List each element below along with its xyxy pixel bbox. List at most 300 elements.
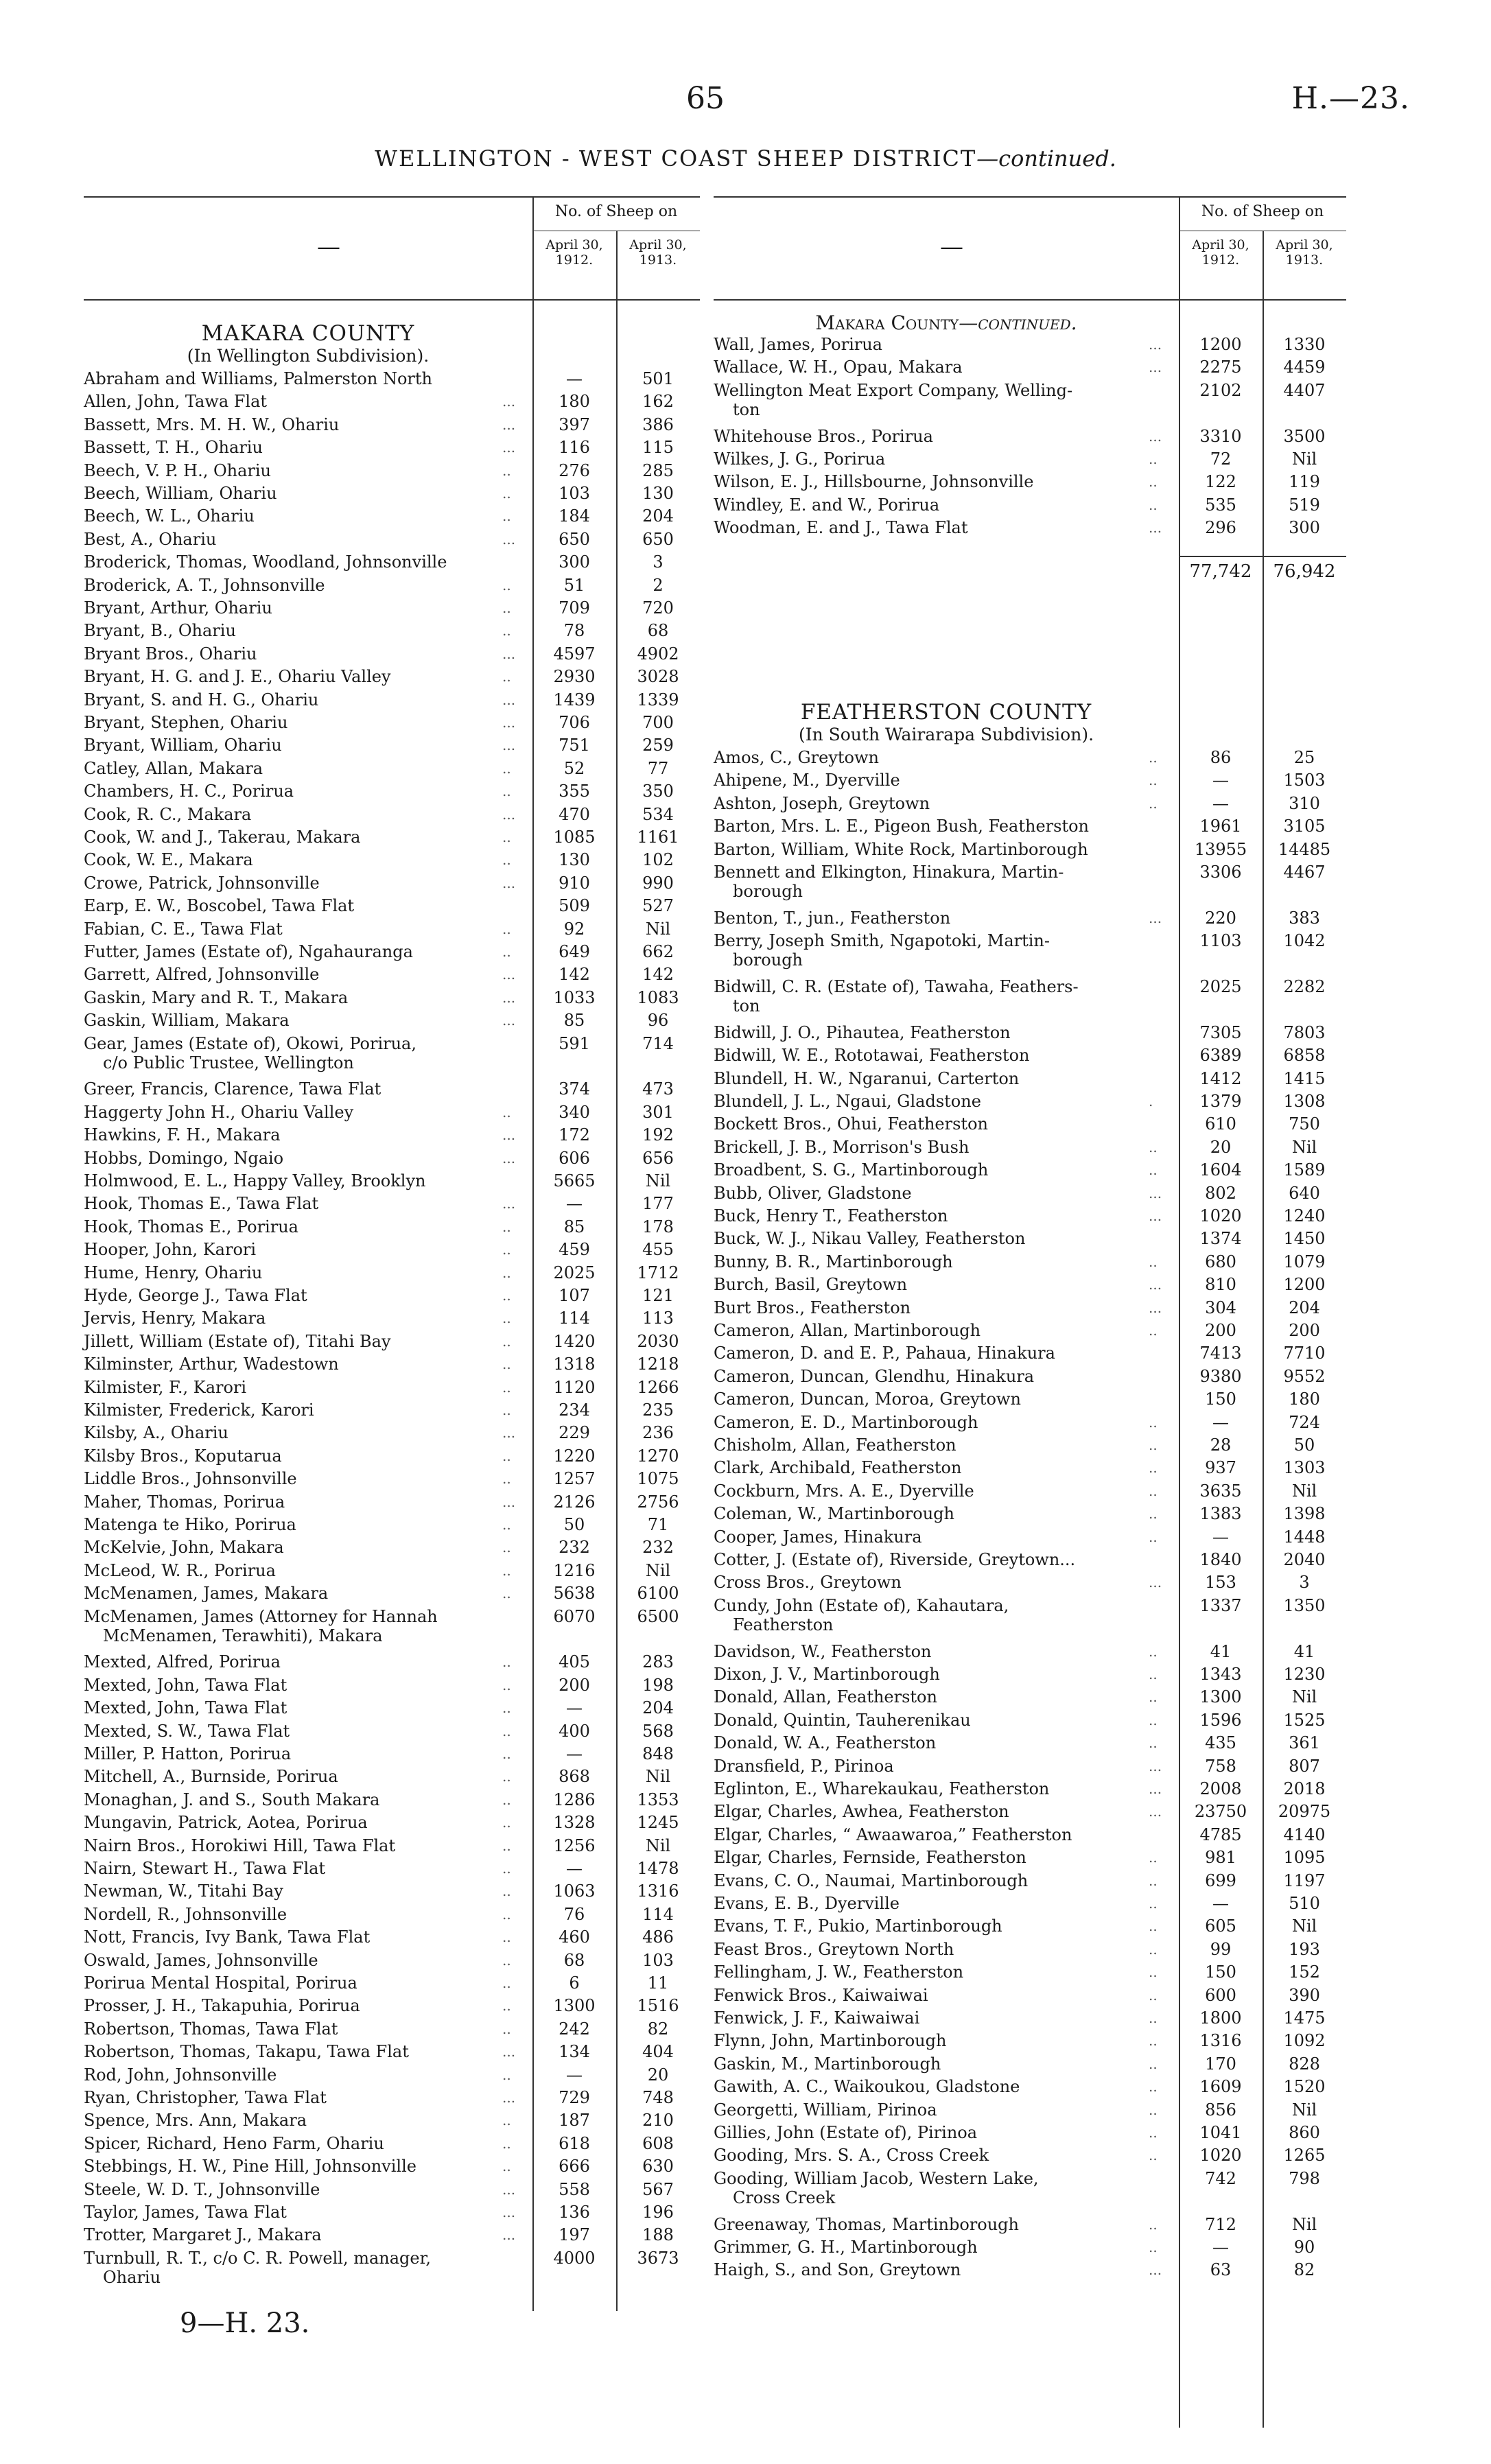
owner-name: Evans, T. F., Pukio, Martinborough (714, 1916, 1002, 1936)
col-1912-header: April 30, 1912. (1192, 237, 1249, 268)
sheep-1913: 630 (642, 2157, 674, 2176)
sheep-1913: 102 (642, 850, 674, 870)
table-row (714, 427, 1345, 450)
owner-name: Monaghan, J. and S., South Makara (84, 1790, 380, 1809)
sheep-1912: 103 (559, 484, 590, 503)
owner-name: Greenaway, Thomas, Martinborough (714, 2214, 1019, 2234)
table-row (84, 1149, 698, 1172)
leader-dots: .. (502, 2066, 511, 2083)
sheep-1912: 650 (559, 529, 590, 549)
leader-dots: .. (1149, 2101, 1158, 2118)
sheep-1913: 404 (642, 2042, 674, 2062)
table-row (84, 2111, 698, 2134)
makara-total-1912: 77,742 (1189, 561, 1252, 582)
sheep-1912: 742 (1205, 2168, 1236, 2188)
owner-name: Miller, P. Hatton, Porirua (84, 1744, 292, 1763)
sheep-1912: 2126 (553, 1492, 596, 1512)
leader-dots: . (1149, 1093, 1153, 1110)
sheep-1913: 3028 (637, 667, 679, 687)
sheep-1912: 470 (559, 804, 590, 824)
leader-dots: .. (502, 783, 511, 800)
leader-dots: ... (502, 2181, 516, 2198)
sheep-1913: 301 (642, 1102, 674, 1122)
owner-name: Gear, James (Estate of), Okowi, Porirua, (84, 1033, 416, 1053)
table-row (84, 2248, 698, 2287)
sheep-1912: 1257 (553, 1469, 596, 1489)
leader-dots: .. (502, 2020, 511, 2037)
sheep-1913: 2282 (1283, 977, 1326, 996)
owner-name: Dixon, J. V., Martinborough (714, 1665, 940, 1684)
table-row (84, 782, 698, 805)
owner-name: Evans, E. B., Dyerville (714, 1894, 900, 1913)
sheep-1912: 1439 (553, 690, 596, 709)
leader-dots: .. (502, 1264, 511, 1281)
table-row (714, 1252, 1345, 1276)
sheep-1912: 606 (559, 1148, 590, 1168)
leader-dots: ... (502, 874, 516, 891)
sheep-1913: 2 (653, 575, 664, 595)
sheep-1912: 304 (1205, 1298, 1236, 1317)
owner-name: Benton, T., jun., Featherston (714, 908, 951, 928)
sheep-1913: Nil (1291, 1137, 1317, 1157)
sheep-1912: 1120 (553, 1377, 596, 1397)
leader-dots: .. (1149, 1666, 1158, 1682)
table-row (714, 1940, 1345, 1963)
sheep-1912: 1596 (1199, 1710, 1242, 1730)
sheep-1912: 153 (1205, 1573, 1236, 1593)
table-row (714, 908, 1345, 932)
page-title-main: WELLINGTON - WEST COAST SHEEP DISTRICT (375, 145, 977, 172)
owner-name: Barton, Mrs. L. E., Pigeon Bush, Featherston (714, 817, 1089, 836)
table-row (84, 896, 698, 919)
owner-name-continued: Featherston (733, 1615, 834, 1634)
sheep-1913: 2030 (637, 1331, 679, 1351)
table-row (714, 1779, 1345, 1803)
sheep-1913: 204 (642, 1698, 674, 1718)
sheep-1913: 798 (1289, 2168, 1320, 2188)
leader-dots: .. (502, 668, 511, 685)
sheep-1913: 178 (642, 1217, 674, 1236)
sheep-1913: 3 (1299, 1573, 1310, 1593)
owner-name: Maher, Thomas, Porirua (84, 1492, 285, 1512)
sheep-1913: 1398 (1283, 1504, 1326, 1524)
sheep-1913: 750 (1289, 1114, 1320, 1134)
owner-name: Cameron, Allan, Martinborough (714, 1321, 981, 1340)
table-row (714, 472, 1345, 495)
sheep-1912: 72 (1210, 449, 1232, 469)
owner-name: Nott, Francis, Ivy Bank, Tawa Flat (84, 1927, 371, 1947)
table-row (714, 1711, 1345, 1734)
sheep-1912: 1318 (553, 1354, 596, 1374)
sheep-1912: 712 (1205, 2214, 1236, 2234)
sheep-1912: 1256 (553, 1835, 596, 1855)
owner-name: Bennett and Elkington, Hinakura, Martin- (714, 863, 1064, 882)
sheep-1913: Nil (1291, 1481, 1317, 1501)
sheep-1913: 41 (1293, 1641, 1315, 1661)
sheep-1913: 1245 (637, 1813, 679, 1833)
table-row (84, 621, 698, 644)
page-title (0, 145, 1491, 172)
leader-dots: .. (502, 1768, 511, 1785)
table-row (714, 1184, 1345, 1207)
sheep-1912: 5638 (553, 1584, 596, 1604)
sheep-1912: 1300 (1199, 1687, 1242, 1707)
section-title-makara-continued (714, 312, 1179, 334)
table-row (714, 2168, 1345, 2207)
leader-dots: ... (1149, 909, 1162, 926)
owner-name: Bryant, B., Ohariu (84, 621, 236, 641)
table-row (84, 1606, 698, 1645)
leader-dots: .. (1149, 1253, 1158, 1270)
owner-name: Futter, James (Estate of), Ngahauranga (84, 942, 413, 961)
owner-name: Rod, John, Johnsonville (84, 2065, 277, 2085)
owner-name: Porirua Mental Hospital, Porirua (84, 1973, 357, 1993)
owner-name: Blundell, J. L., Ngaui, Gladstone (714, 1092, 981, 1111)
sheep-1912: 459 (559, 1240, 590, 1260)
owner-name: Cross Bros., Greytown (714, 1573, 902, 1593)
sheep-1913: 1478 (637, 1859, 679, 1878)
table-row (84, 1125, 698, 1149)
sheep-1912: 729 (559, 2088, 590, 2107)
table-row (84, 1378, 698, 1401)
leader-dots: ... (502, 1127, 516, 1144)
sheep-1912: 856 (1205, 2100, 1236, 2120)
owner-name: Bidwill, J. O., Pihautea, Featherston (714, 1022, 1011, 1042)
sheep-1913: 6100 (637, 1584, 679, 1604)
leader-dots: .. (1149, 772, 1158, 789)
sheep-1912: 1041 (1199, 2123, 1242, 2142)
table-row (84, 1790, 698, 1814)
sheep-1913: Nil (1291, 2100, 1317, 2120)
leader-dots: .. (1149, 1735, 1158, 1752)
sheep-1913: Nil (645, 1767, 671, 1787)
owner-name: McKelvie, John, Makara (84, 1538, 284, 1558)
owner-name: Nairn, Stewart H., Tawa Flat (84, 1859, 326, 1878)
section-title-featherston: FEATHERSTON COUNTY (800, 700, 1092, 725)
leader-dots: .. (1149, 2147, 1158, 2164)
sheep-1912: 400 (559, 1721, 590, 1741)
sheep-1913: 11 (647, 1973, 669, 1993)
sheep-1913: 700 (642, 713, 674, 732)
owner-name: McMenamen, James (Attorney for Hannah (84, 1606, 438, 1626)
sheep-1912: 2102 (1199, 380, 1242, 400)
sheep-1913: 2756 (637, 1492, 679, 1512)
sheep-1912: 618 (559, 2133, 590, 2153)
owner-name: Nordell, R., Johnsonville (84, 1904, 287, 1924)
sheep-1913: 1520 (1283, 2077, 1326, 2097)
sheep-1912: 6389 (1199, 1046, 1242, 1066)
table-row (714, 748, 1345, 771)
table-row (714, 1504, 1345, 1527)
table-row (84, 1240, 698, 1263)
leader-dots: .. (1149, 2078, 1158, 2096)
owner-name: Bryant, Arthur, Ohariu (84, 598, 272, 618)
sheep-1912: 1286 (553, 1790, 596, 1809)
sheep-1913: 162 (642, 392, 674, 412)
table-row (714, 1138, 1345, 1161)
table-row (84, 919, 698, 943)
makara-cont-title: Makara County (815, 312, 959, 334)
sheep-1913: 1330 (1283, 335, 1326, 354)
owner-name: Eglinton, E., Wharekaukau, Featherston (714, 1779, 1050, 1798)
sheep-1913: 310 (1289, 793, 1320, 813)
table-row (84, 1194, 698, 1217)
sheep-1913: 2018 (1283, 1779, 1326, 1798)
owner-name: Cook, R. C., Makara (84, 804, 252, 824)
owner-name: Bassett, Mrs. M. H. W., Ohariu (84, 414, 340, 434)
owner-name: Amos, C., Greytown (714, 748, 880, 767)
leader-dots: ... (502, 2043, 516, 2061)
sheep-1912: 680 (1205, 1252, 1236, 1271)
owner-name: Hawkins, F. H., Makara (84, 1125, 281, 1145)
leader-dots: .. (502, 943, 511, 960)
sheep-1912: 28 (1210, 1435, 1232, 1455)
document-reference: H.—23. (1291, 81, 1410, 116)
owner-name: Cockburn, Mrs. A. E., Dyerville (714, 1481, 974, 1501)
table-row (714, 1160, 1345, 1184)
sheep-1913: 142 (642, 965, 674, 985)
owner-name: Catley, Allan, Makara (84, 758, 263, 778)
sheep-1912: 9380 (1199, 1366, 1242, 1386)
sheep-1912: 1961 (1199, 817, 1242, 836)
leader-dots: ... (1149, 2262, 1162, 2279)
sheep-1912: 509 (559, 896, 590, 916)
leader-dots: ... (502, 645, 516, 662)
leader-dots: ... (1149, 359, 1162, 376)
sheep-1913: 6500 (637, 1606, 679, 1626)
right-table (714, 196, 1346, 2428)
table-row (714, 863, 1345, 901)
sheep-1912: 666 (559, 2157, 590, 2176)
table-row (84, 1927, 698, 1951)
leader-dots: .. (502, 2158, 511, 2175)
owner-name: Kilsby, A., Ohariu (84, 1423, 228, 1443)
sheep-1913: 1197 (1283, 1870, 1326, 1890)
owner-name: Bidwill, C. R. (Estate of), Tawaha, Feathers- (714, 977, 1079, 996)
owner-name: Elgar, Charles, Awhea, Featherston (714, 1802, 1009, 1822)
owner-name: Kilminster, Arthur, Wadestown (84, 1354, 339, 1374)
table-row (714, 518, 1345, 541)
table-row (714, 977, 1345, 1016)
table-row (84, 1722, 698, 1745)
leader-dots: .. (502, 1700, 511, 1717)
owner-name: Georgetti, William, Pirinoa (714, 2100, 937, 2120)
table-row (84, 1286, 698, 1309)
sheep-1913: 235 (642, 1400, 674, 1420)
owner-name: Wilson, E. J., Hillsbourne, Johnsonville (714, 472, 1034, 492)
sheep-1913: 196 (642, 2203, 674, 2222)
leader-dots: ... (1149, 1299, 1162, 1316)
sheep-1912: 116 (559, 438, 590, 458)
sheep-1913: 1218 (637, 1354, 679, 1374)
table-row (84, 1698, 698, 1722)
table-row (714, 1687, 1345, 1711)
owner-name: Allen, John, Tawa Flat (84, 392, 268, 412)
sheep-1912: 68 (563, 1950, 585, 1970)
table-row (84, 1973, 698, 1997)
owner-name: Barton, William, White Rock, Martinborough (714, 839, 1088, 859)
table-row (714, 449, 1345, 473)
leader-dots: .. (502, 1814, 511, 1831)
leader-dots: ... (502, 1493, 516, 1510)
sheep-1913: 3500 (1283, 426, 1326, 446)
owner-name: Chisholm, Allan, Featherston (714, 1435, 956, 1455)
sheep-1912: 200 (559, 1675, 590, 1695)
owner-name: Garrett, Alfred, Johnsonville (84, 965, 320, 985)
leader-dots: .. (1149, 1940, 1158, 1958)
table-row (84, 1744, 698, 1768)
sheep-1913: Nil (645, 1835, 671, 1855)
sheep-1912: — (566, 1698, 583, 1718)
sheep-1912: 51 (563, 575, 585, 595)
sheep-1912: 558 (559, 2179, 590, 2199)
table-row (714, 1573, 1345, 1596)
owner-name: Spicer, Richard, Heno Farm, Ohariu (84, 2133, 384, 2153)
sheep-1913: 193 (1289, 1939, 1320, 1959)
sheep-1912: — (566, 1744, 583, 1763)
leader-dots: .. (502, 1951, 511, 1969)
table-row (84, 392, 698, 415)
sheep-1912: 85 (563, 1011, 585, 1031)
sheep-1913: 1083 (637, 987, 679, 1007)
table-row (84, 1332, 698, 1355)
sheep-1912: 107 (559, 1286, 590, 1305)
sheep-1913: 748 (642, 2088, 674, 2107)
sheep-1912: 234 (559, 1400, 590, 1420)
owner-name: Ashton, Joseph, Greytown (714, 793, 930, 813)
table-row (714, 2146, 1345, 2169)
owner-name: Newman, W., Titahi Bay (84, 1881, 283, 1901)
owner-name: Kilmister, Frederick, Karori (84, 1400, 314, 1420)
leader-dots: ... (502, 2204, 516, 2220)
owner-name: Clark, Archibald, Featherston (714, 1458, 962, 1478)
table-row (84, 506, 698, 530)
leader-dots: .. (1149, 1459, 1158, 1477)
left-table (84, 196, 700, 2311)
owner-name: Buck, W. J., Nikau Valley, Featherston (714, 1229, 1026, 1249)
owner-name: Grimmer, G. H., Martinborough (714, 2238, 978, 2257)
owner-name: Robertson, Thomas, Takapu, Tawa Flat (84, 2042, 409, 2062)
sheep-1912: 460 (559, 1927, 590, 1947)
sheep-1913: 68 (647, 621, 669, 641)
owner-name: Windley, E. and W., Porirua (714, 495, 940, 515)
sheep-1913: 1230 (1283, 1665, 1326, 1684)
sheep-1913: 807 (1289, 1756, 1320, 1776)
leader-dots: .. (1149, 1413, 1158, 1431)
owner-name: McLeod, W. R., Porirua (84, 1560, 276, 1580)
sheep-1913: 1308 (1283, 1092, 1326, 1111)
sheep-1913: 1303 (1283, 1458, 1326, 1478)
sheep-1912: 600 (1205, 1985, 1236, 2005)
owner-name: McMenamen, James, Makara (84, 1584, 329, 1604)
leader-dots: .. (1149, 2010, 1158, 2026)
table-row (84, 1859, 698, 1882)
owner-name: Mitchell, A., Burnside, Porirua (84, 1767, 338, 1787)
sheep-1913: 1475 (1283, 2008, 1326, 2028)
leader-dots: .. (502, 1791, 511, 1808)
owner-name: Best, A., Ohariu (84, 529, 217, 549)
table-row (714, 1757, 1345, 1780)
section-title-makara: MAKARA COUNTY (201, 321, 415, 346)
table-row (714, 1114, 1345, 1138)
owner-name: Cameron, Duncan, Moroa, Greytown (714, 1389, 1021, 1409)
sheep-1912: 3635 (1199, 1481, 1242, 1501)
sheep-1912: 1220 (553, 1446, 596, 1466)
owner-name: Gillies, John (Estate of), Pirinoa (714, 2123, 978, 2142)
sheep-1912: 2008 (1199, 1779, 1242, 1798)
sheep-1913: Nil (645, 919, 671, 939)
sheep-1912: — (1212, 1527, 1229, 1547)
leader-dots: .. (502, 1654, 511, 1671)
sheep-1913: 180 (1289, 1389, 1320, 1409)
owner-name: Evans, C. O., Naumai, Martinborough (714, 1870, 1029, 1890)
sheep-1912: 180 (559, 392, 590, 412)
leader-dots: .. (502, 1103, 511, 1120)
table-row (84, 369, 698, 392)
table-row (714, 1367, 1345, 1390)
sheep-1913: Nil (645, 1560, 671, 1580)
owner-name: Fabian, C. E., Tawa Flat (84, 919, 283, 939)
sheep-1912: — (566, 2065, 583, 2085)
owner-name: Mexted, Alfred, Porirua (84, 1652, 281, 1672)
owner-name: Hook, Thomas E., Porirua (84, 1217, 298, 1236)
owner-name: Chambers, H. C., Porirua (84, 782, 294, 801)
table-row (84, 988, 698, 1011)
leader-dots: ... (502, 530, 516, 548)
table-row (84, 1813, 698, 1836)
table-row (84, 805, 698, 828)
sheep-1912: 184 (559, 506, 590, 526)
sheep-1913: 1200 (1283, 1275, 1326, 1295)
table-row (84, 2180, 698, 2203)
owner-name: Hobbs, Domingo, Ngaio (84, 1148, 284, 1168)
owner-name: Jillett, William (Estate of), Titahi Bay (84, 1331, 391, 1351)
owner-name: Broderick, Thomas, Woodland, Johnsonville (84, 552, 447, 572)
owner-name: Blundell, H. W., Ngaranui, Carterton (714, 1068, 1020, 1088)
sheep-1913: 527 (642, 896, 674, 916)
table-row (84, 530, 698, 553)
leader-dots: .. (1149, 1322, 1158, 1339)
owner-name: Bockett Bros., Ohui, Featherston (714, 1114, 988, 1134)
leader-dots: ... (502, 2089, 516, 2106)
sheep-1912: 7413 (1199, 1344, 1242, 1363)
table-row (714, 1894, 1345, 1917)
sheep-1913: Nil (1291, 1687, 1317, 1707)
owner-name: Bubb, Oliver, Gladstone (714, 1183, 912, 1203)
sheep-1912: 50 (563, 1515, 585, 1534)
owner-name: Elgar, Charles, “ Awaawaroa,” Featherston (714, 1824, 1072, 1844)
owner-name: Mexted, S. W., Tawa Flat (84, 1721, 290, 1741)
table-row (84, 1905, 698, 1928)
table-row (714, 1389, 1345, 1413)
sheep-1912: 2930 (553, 667, 596, 687)
sheep-1912: — (1212, 1412, 1229, 1432)
sheep-1912: 1300 (553, 1996, 596, 2016)
sheep-1913: 510 (1289, 1894, 1320, 1913)
owner-name-continued: ton (733, 399, 760, 419)
table-row (84, 1011, 698, 1034)
sheep-1912: 3310 (1199, 426, 1242, 446)
sheep-1912: 1103 (1199, 931, 1242, 951)
table-row (84, 1951, 698, 1974)
table-row (714, 495, 1345, 519)
owner-name: Wellington Meat Export Company, Welling- (714, 380, 1073, 400)
leader-dots: ... (502, 1012, 516, 1029)
sheep-1912: 114 (559, 1309, 590, 1328)
leader-dots: .. (1149, 1528, 1158, 1545)
leader-dots: .. (502, 1470, 511, 1488)
leader-dots: .. (502, 1860, 511, 1877)
